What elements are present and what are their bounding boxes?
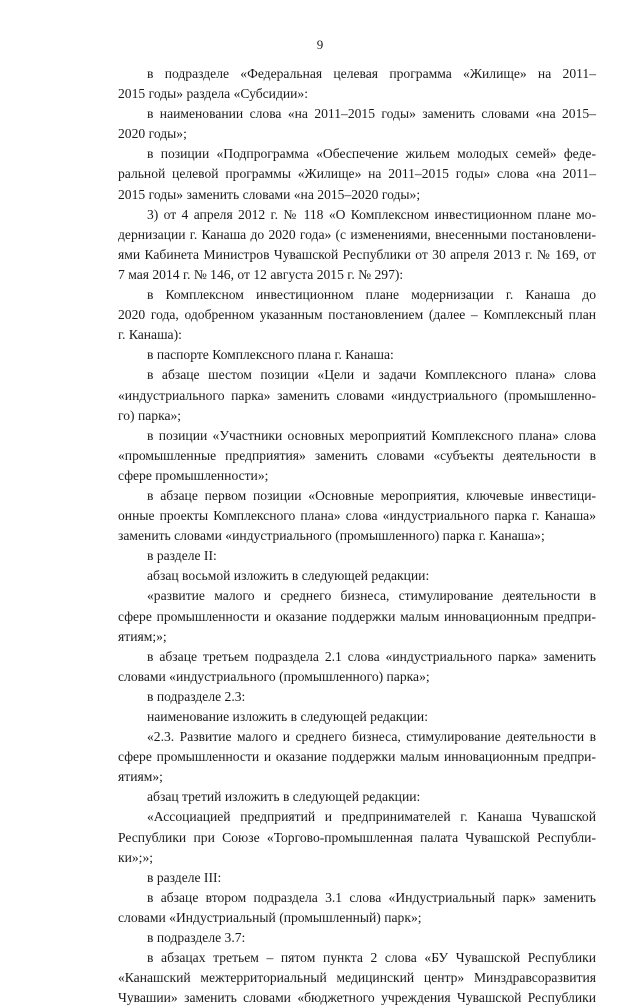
text-line: г. Канаша): (118, 327, 182, 343)
text-line: 2020 года, одобренном указанным постановлением (далее – Комплексный план (118, 307, 596, 323)
text-line: абзац третий изложить в следующей редакции: (147, 789, 421, 805)
text-line: «Ассоциацией предприятий и предпринимателей г. Канаша Чувашской (147, 809, 596, 825)
text-line: «развитие малого и среднего бизнеса, стимулирование деятельности в (147, 588, 596, 604)
text-line: заменить словами «индустриального (промышленного) парка г. Канаша»; (118, 528, 545, 544)
text-line: в разделе II: (147, 548, 217, 564)
text-line: в абзаце шестом позиции «Цели и задачи Комплексного плана» слова (147, 367, 596, 383)
text-line: ятиям»; (118, 769, 163, 785)
text-line: в подразделе «Федеральная целевая программа «Жилище» на 2011– (147, 66, 596, 81)
text-line: Республики при Союзе «Торгово-промышленная палата Чувашской Республи- (118, 829, 596, 845)
text-line: «2.3. Развитие малого и среднего бизнеса, стимулирование деятельности в (147, 729, 596, 745)
text-line: 2020 годы»; (118, 126, 187, 142)
text-line: в разделе III: (147, 869, 222, 885)
document-body (118, 64, 596, 1008)
text-line: 2015 годы» заменить словами «на 2015–2020 годы»; (118, 186, 421, 202)
text-line: «индустриального парка» заменить словами «индустриального (промышленно- (118, 387, 596, 403)
text-line: в наименовании слова «на 2011–2015 годы» заменить словами «на 2015– (147, 106, 596, 122)
text-line: наименование изложить в следующей редакции: (147, 709, 428, 724)
text-line: абзац восьмой изложить в следующей редакции: (147, 568, 430, 584)
text-line: сфере промышленности и оказание поддержки малым инновационным предпри- (118, 749, 596, 765)
text-line: в Комплексном инвестиционном плане модернизации г. Канаша до (147, 287, 596, 303)
text-line: онные проекты Комплексного плана» слова «индустриального парка г. Канаша» (118, 508, 596, 524)
text-line: сфере промышленности»; (118, 467, 269, 483)
text-line: 2015 годы» раздела «Субсидии»: (118, 86, 308, 102)
text-line: в подразделе 3.7: (147, 930, 246, 946)
text-line: ятиям;»; (118, 628, 167, 644)
text-line: Чувашии» заменить словами «бюджетного учреждения Чувашской Республики (118, 990, 596, 1006)
text-line: сфере промышленности и оказание поддержки малым инновационным предпри- (118, 608, 596, 624)
text-line: в подразделе 2.3: (147, 688, 246, 704)
text-line: «Канашский межтерриториальный медицинский центр» Минздравсоразвития (118, 970, 596, 986)
text-line: в абзацах третьем – пятом пункта 2 слова «БУ Чувашской Республики (147, 950, 596, 966)
text-line: словами «Индустриальный (промышленный) парк»; (118, 909, 422, 925)
text-line: ральной целевой программы «Жилище» на 2011–2015 годы» слова «на 2011– (118, 166, 596, 182)
text-line: в позиции «Подпрограмма «Обеспечение жильем молодых семей» феде- (147, 146, 596, 162)
text-line: 3) от 4 апреля 2012 г. № 118 «О Комплексном инвестиционном плане мо- (147, 206, 596, 222)
text-line: дернизации г. Канаша до 2020 года» (с изменениями, внесенными постановлени- (118, 226, 596, 242)
text-line: «промышленные предприятия» заменить словами «субъекты деятельности в (118, 447, 596, 463)
text-line: ки»;»; (118, 849, 154, 865)
text-line: в позиции «Участники основных мероприятий Комплексного плана» слова (147, 427, 596, 443)
page-number: 9 (316, 37, 324, 52)
text-line: в абзаце первом позиции «Основные мероприятия, ключевые инвестици- (147, 487, 596, 503)
text-line: в абзаце третьем подраздела 2.1 слова «индустриального парка» заменить (147, 648, 596, 664)
text-line: в паспорте Комплексного плана г. Канаша: (147, 347, 394, 363)
text-line: словами «индустриального (промышленного) парка»; (118, 668, 430, 684)
text-line: в абзаце втором подраздела 3.1 слова «Индустриальный парк» заменить (147, 889, 596, 905)
text-line: ями Кабинета Министров Чувашской Республики от 30 апреля 2013 г. № 169, от (118, 246, 596, 262)
text-line: го) парка»; (118, 407, 182, 423)
text-line: 7 мая 2014 г. № 146, от 12 августа 2015 г. № 297): (118, 266, 404, 282)
